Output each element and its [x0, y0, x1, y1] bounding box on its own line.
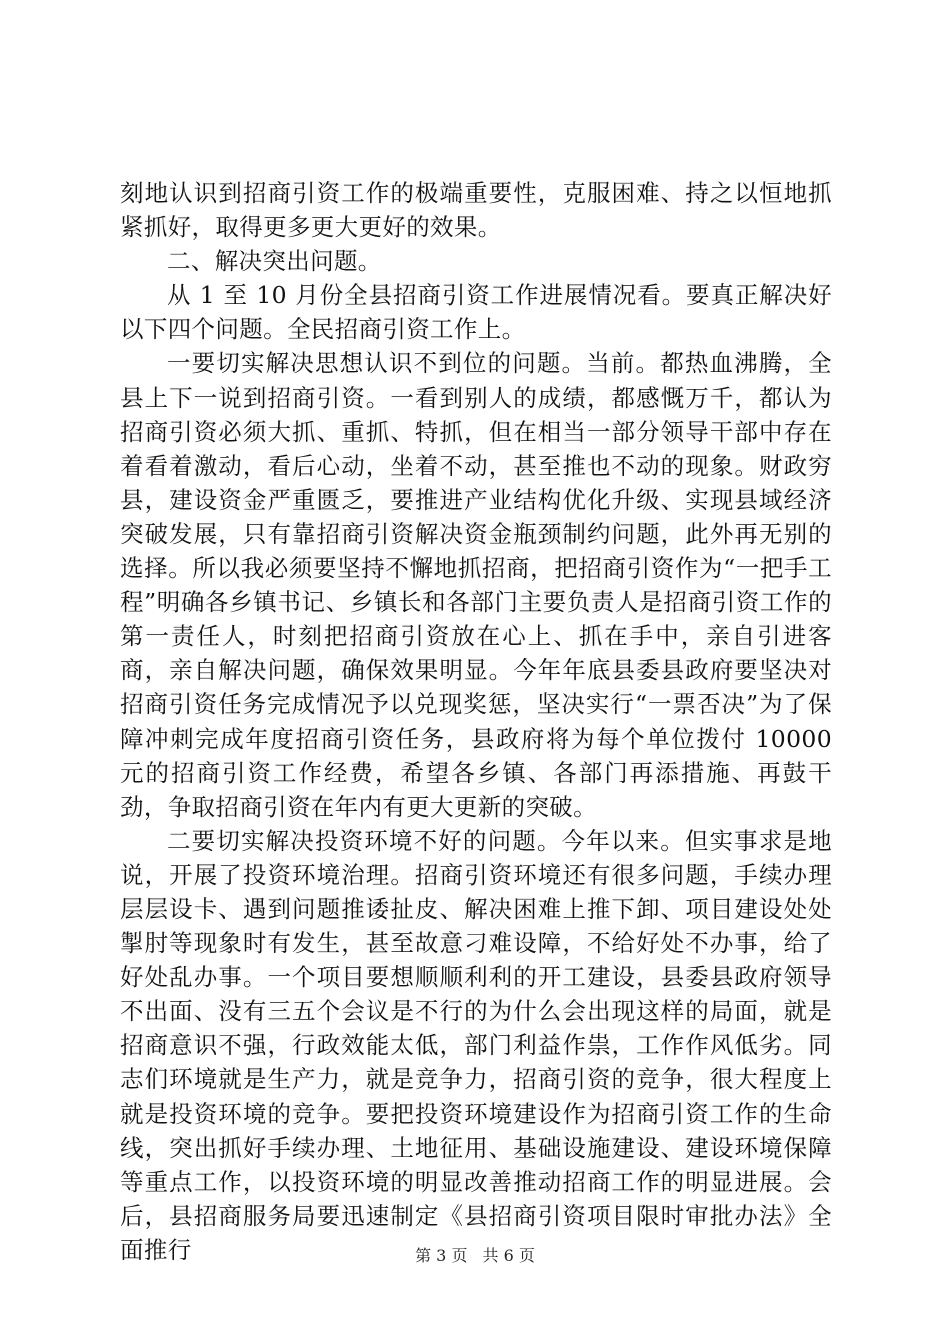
- paragraph-environment: 二要切实解决投资环境不好的问题。今年以来。但实事求是地说，开展了投资环境治理。招商引资环境还有很多问题，手续办理层层设卡、遇到问题推诿扯皮、解决困难上推下卸、项目建设处处掣肘等现象时有发生，甚至故意刁难设障，不给好处不办事，给了好处乱办事。一个项目要想顺顺利利的开工建设，县委县政府领导不出面、没有三五个会议是不行的为什么会出现这样的局面，就是招商意识不强，行政效能太低，部门利益作祟，工作作风低劣。同志们环境就是生产力，就是竞争力，招商引资的竞争，很大程度上就是投资环境的竞争。要把投资环境建设作为招商引资工作的生命线，突出抓好手续办理、土地征用、基础设施建设、建设环境保障等重点工作，以投资环境的明显改善推动招商工作的明显进展。会后，县招商服务局要迅速制定《县招商引资项目限时审批办法》全面推行: [120, 826, 832, 1264]
- document-body: [120, 176, 832, 1267]
- paragraph-ideology: 一要切实解决思想认识不到位的问题。当前。都热血沸腾，全县上下一说到招商引资。一看到别人的成绩，都感慨万千，都认为招商引资必须大抓、重抓、特抓，但在相当一部分领导干部中存在着看着激动，看后心动，坐着不动，甚至推也不动的现象。财政穷县，建设资金严重匮乏，要推进产业结构优化升级、实现县域经济突破发展，只有靠招商引资解决资金瓶颈制约问题，此外再无别的选择。所以我必须要坚持不懈地抓招商，把招商引资作为“一把手工程”明确各乡镇书记、乡镇长和各部门主要负责人是招商引资工作的第一责任人，时刻把招商引资放在心上、抓在手中，亲自引进客商，亲自解决问题，确保效果明显。今年年底县委县政府要坚决对招商引资任务完成情况予以兑现奖惩，坚决实行“一票否决”为了保障冲刺完成年度招商引资任务，县政府将为每个单位拨付 10000 元的招商引资工作经费，希望各乡镇、各部门再添措施、再鼓干劲，争取招商引资在年内有更大更新的突破。: [120, 349, 832, 821]
- page-footer: [0, 1246, 950, 1266]
- page-number: 第 3 页: [415, 1246, 468, 1265]
- paragraph-continuation: 刻地认识到招商引资工作的极端重要性，克服困难、持之以恒地抓紧抓好，取得更多更大更好的效果。: [120, 179, 832, 242]
- paragraph-overview: 从 1 至 10 月份全县招商引资工作进展情况看。要真正解决好以下四个问题。全民招商引资工作上。: [120, 281, 832, 344]
- page-total: 共 6 页: [482, 1246, 535, 1265]
- section-heading: 二、解决突出问题。: [167, 247, 382, 276]
